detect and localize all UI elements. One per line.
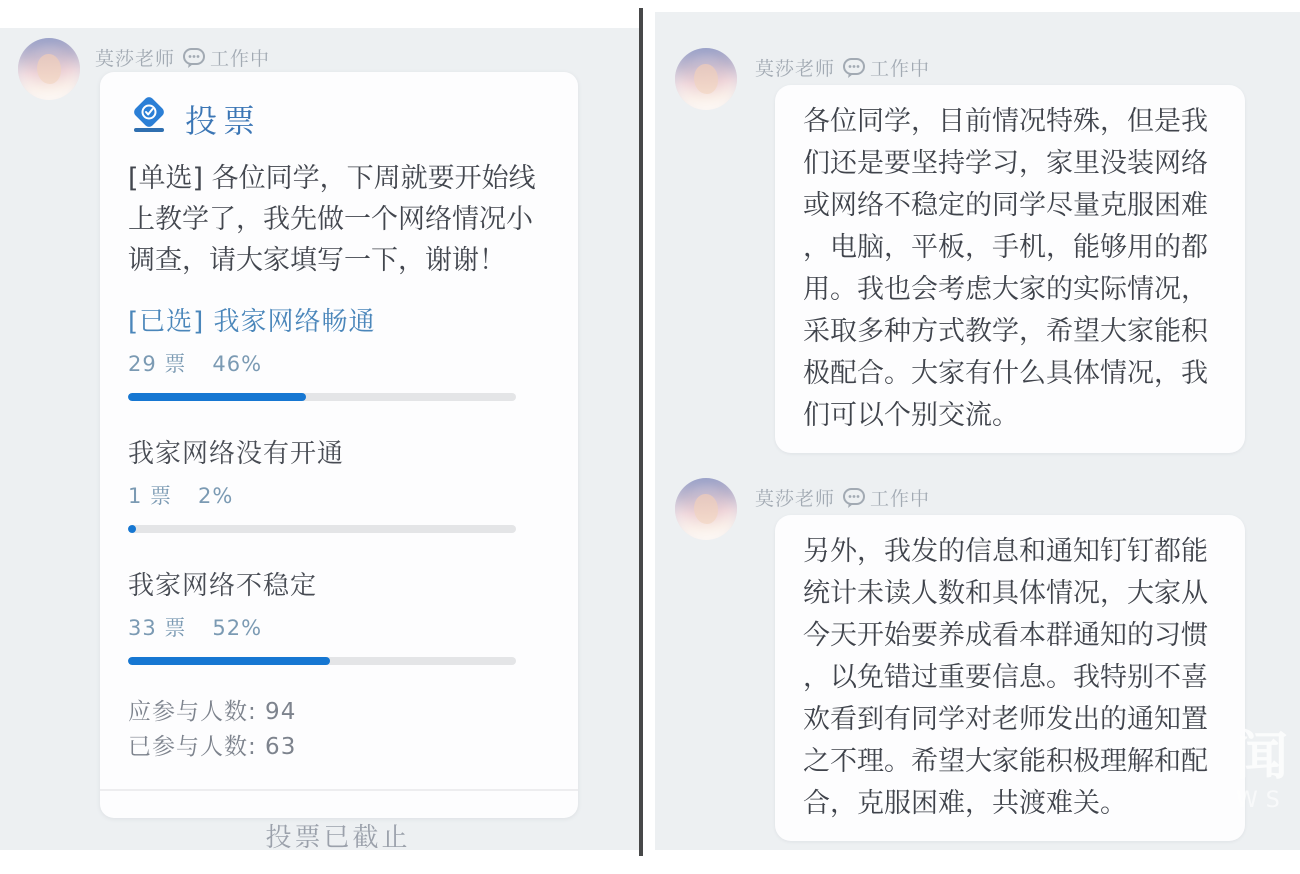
sender-status: 工作中 xyxy=(870,488,931,510)
ballot-icon xyxy=(128,97,170,141)
panel-divider xyxy=(639,8,643,856)
speech-bubble-icon xyxy=(182,47,206,69)
poll-option-bar-fill xyxy=(128,393,306,401)
news-watermark: 闻 WS xyxy=(1236,727,1289,813)
sender-name: 莫莎老师 xyxy=(755,58,836,80)
sender-row xyxy=(755,54,930,81)
sender-row xyxy=(755,484,930,511)
poll-option-label: [已选] 我家网络畅通 xyxy=(128,307,376,337)
sender-row xyxy=(95,44,270,71)
poll-option-label: 我家网络不稳定 xyxy=(128,571,318,601)
speech-bubble-icon xyxy=(842,57,866,79)
status-wrap xyxy=(182,44,270,71)
poll-option-bar xyxy=(128,393,516,401)
poll-expected-count: 应参与人数: 94 xyxy=(128,699,297,725)
poll-option-bar-fill xyxy=(128,525,136,533)
poll-option[interactable] xyxy=(128,301,548,401)
poll-option-bar-fill xyxy=(128,657,330,665)
speech-bubble-icon xyxy=(842,487,866,509)
status-wrap xyxy=(842,484,930,511)
poll-card-header xyxy=(128,96,548,142)
poll-option-votes: 29 票 46% xyxy=(128,352,263,376)
poll-option-bar xyxy=(128,657,516,665)
sender-status: 工作中 xyxy=(210,48,271,70)
avatar[interactable] xyxy=(675,48,737,110)
poll-closed-label: 投票已截止 xyxy=(265,823,411,853)
poll-option[interactable] xyxy=(128,565,548,665)
poll-participated-count: 已参与人数: 63 xyxy=(128,734,297,760)
avatar[interactable] xyxy=(675,478,737,540)
poll-option-votes: 1 票 2% xyxy=(128,484,234,508)
poll-option-label: 我家网络没有开通 xyxy=(128,439,345,469)
poll-question: [单选] 各位同学，下周就要开始线上教学了，我先做一个网络情况小调查，请大家填写一下，谢谢！ xyxy=(128,163,536,276)
sender-name: 莫莎老师 xyxy=(95,48,176,70)
sender-name: 莫莎老师 xyxy=(755,488,836,510)
poll-option-votes: 33 票 52% xyxy=(128,616,263,640)
left-chat-panel xyxy=(0,28,639,853)
avatar[interactable] xyxy=(18,38,80,100)
poll-stats xyxy=(128,695,548,765)
poll-title: 投票 xyxy=(185,102,262,140)
message-bubble: 另外，我发的信息和通知钉钉都能统计未读人数和具体情况，大家从今天开始要养成看本群通知的习惯，以免错过重要信息。我特别不喜欢看到有同学对老师发出的通知置之不理。希望大家能积极理解和配合，克服困难，共渡难关。 xyxy=(775,515,1245,841)
poll-option-bar xyxy=(128,525,516,533)
poll-option[interactable] xyxy=(128,433,548,533)
message-bubble: 各位同学，目前情况特殊，但是我们还是要坚持学习，家里没装网络或网络不稳定的同学尽量克服困难，电脑，平板，手机，能够用的都用。我也会考虑大家的实际情况，采取多种方式教学，希望大家能积极配合。大家有什么具体情况，我们可以个别交流。 xyxy=(775,85,1245,453)
right-chat-panel xyxy=(655,12,1300,850)
status-wrap xyxy=(842,54,930,81)
poll-card[interactable] xyxy=(100,72,578,853)
sender-status: 工作中 xyxy=(870,58,931,80)
